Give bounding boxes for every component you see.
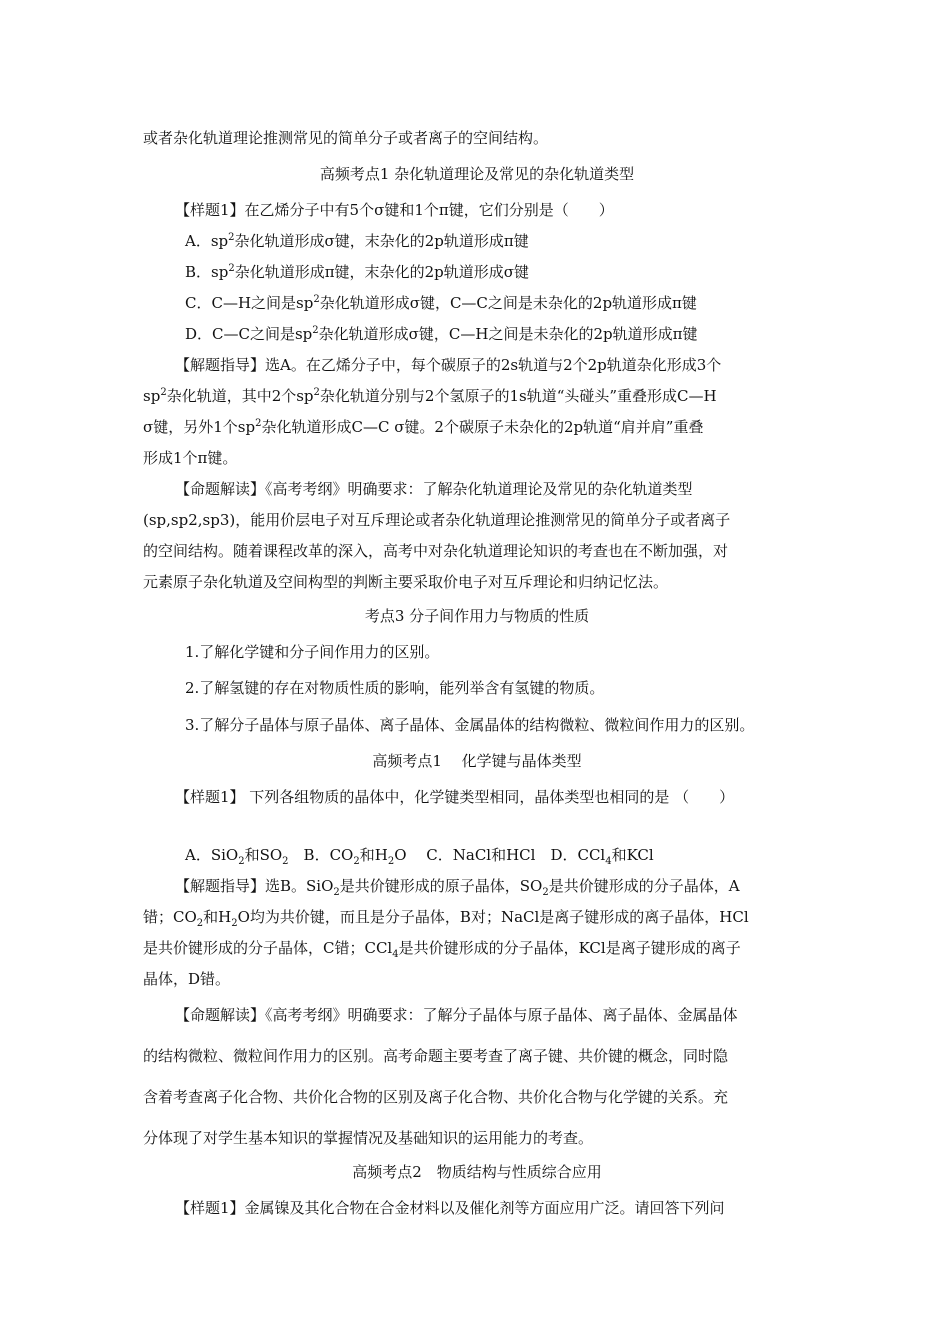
text-line: 错；$CO_2$和$H_2O$均为共价键，而且是分子晶体，B对；NaCl是离子键形成的离子晶体，HCl bbox=[143, 908, 749, 929]
answer-guide: 【解题指导】选B。SiO$_2$是共价键形成的原子晶体，$SO_2$是共价键形成的分子晶体，A bbox=[175, 877, 740, 898]
text-line: 晶体，D错。 bbox=[143, 970, 231, 988]
option-b: B．$sp^2$杂化轨道形成π键，末杂化的2p轨道形成σ键 bbox=[185, 263, 529, 281]
section-heading: 高频考点1 化学键与晶体类型 bbox=[372, 752, 582, 770]
question-stem: 【样题1】金属镍及其化合物在合金材料以及催化剂等方面应用广泛。请回答下列问 bbox=[175, 1199, 725, 1217]
text-line: 是共价键形成的分子晶体，C错；CCl$_4$是共价键形成的分子晶体，KCl是离子键形成的离子 bbox=[143, 939, 741, 960]
interpretation: 【命题解读】《高考考纲》明确要求：了解杂化轨道理论及常见的杂化轨道类型 bbox=[175, 480, 693, 498]
options-row: A．SiO$_2$和$SO_2$ B．$CO_2$和$H_2O$ C．NaCl和HCl D．CCl$_4$和KCl bbox=[185, 846, 654, 867]
text-line: 分体现了对学生基本知识的掌握情况及基础知识的运用能力的考查。 bbox=[143, 1129, 594, 1147]
interpretation: 【命题解读】《高考考纲》明确要求：了解分子晶体与原子晶体、离子晶体、金属晶体 bbox=[175, 1006, 738, 1024]
section-heading: 考点3 分子间作用力与物质的性质 bbox=[364, 607, 590, 625]
text-line: σ键，另外1个$sp^2$杂化轨道形成C—C σ键。2个碳原子未杂化的2p轨道“肩并肩”重叠 bbox=[143, 418, 704, 436]
text-line: $sp^2$杂化轨道，其中2个$sp^2$杂化轨道分别与2个氢原子的1s轨道“头碰头”重叠形成C—H bbox=[143, 387, 717, 405]
section-heading: 高频考点2 物质结构与性质综合应用 bbox=[352, 1163, 602, 1181]
question-stem: 【样题1】在乙烯分子中有5个σ键和1个π键，它们分别是（ ） bbox=[175, 201, 614, 219]
answer-guide: 【解题指导】选A。在乙烯分子中，每个碳原子的2s轨道与2个2p轨道杂化形成3个 bbox=[175, 356, 722, 374]
text-line: 或者杂化轨道理论推测常见的简单分子或者离子的空间结构。 bbox=[143, 129, 549, 147]
text-line: (sp,sp2,sp3)，能用价层电子对互斥理论或者杂化轨道理论推测常见的简单分子或者离子 bbox=[143, 511, 731, 529]
text-line: 元素原子杂化轨道及空间构型的判断主要采取价电子对互斥理论和归纳记忆法。 bbox=[143, 573, 669, 591]
list-item: 3.了解分子晶体与原子晶体、离子晶体、金属晶体的结构微粒、微粒间作用力的区别。 bbox=[185, 716, 755, 734]
option-d: D．C—C之间是$sp^2$杂化轨道形成σ键，C—H之间是未杂化的2p轨道形成π键 bbox=[185, 325, 698, 343]
text-line: 的空间结构。随着课程改革的深入，高考中对杂化轨道理论知识的考查也在不断加强，对 bbox=[143, 542, 729, 560]
text-line: 的结构微粒、微粒间作用力的区别。高考命题主要考查了离子键、共价键的概念，同时隐 bbox=[143, 1047, 729, 1065]
option-c: C．C—H之间是$sp^2$杂化轨道形成σ键，C—C之间是未杂化的2p轨道形成π键 bbox=[185, 294, 697, 312]
list-item: 1.了解化学键和分子间作用力的区别。 bbox=[185, 643, 440, 661]
text-line: 含着考查离子化合物、共价化合物的区别及离子化合物、共价化合物与化学键的关系。充 bbox=[143, 1088, 729, 1106]
text-line: 形成1个π键。 bbox=[143, 449, 238, 467]
option-a: A．$sp^2$杂化轨道形成σ键，末杂化的2p轨道形成π键 bbox=[185, 232, 529, 250]
section-heading: 高频考点1 杂化轨道理论及常见的杂化轨道类型 bbox=[319, 165, 635, 183]
question-stem: 【样题1】 下列各组物质的晶体中，化学键类型相同，晶体类型也相同的是 （ ） bbox=[175, 788, 735, 806]
list-item: 2.了解氢键的存在对物质性质的影响，能列举含有氢键的物质。 bbox=[185, 679, 605, 697]
